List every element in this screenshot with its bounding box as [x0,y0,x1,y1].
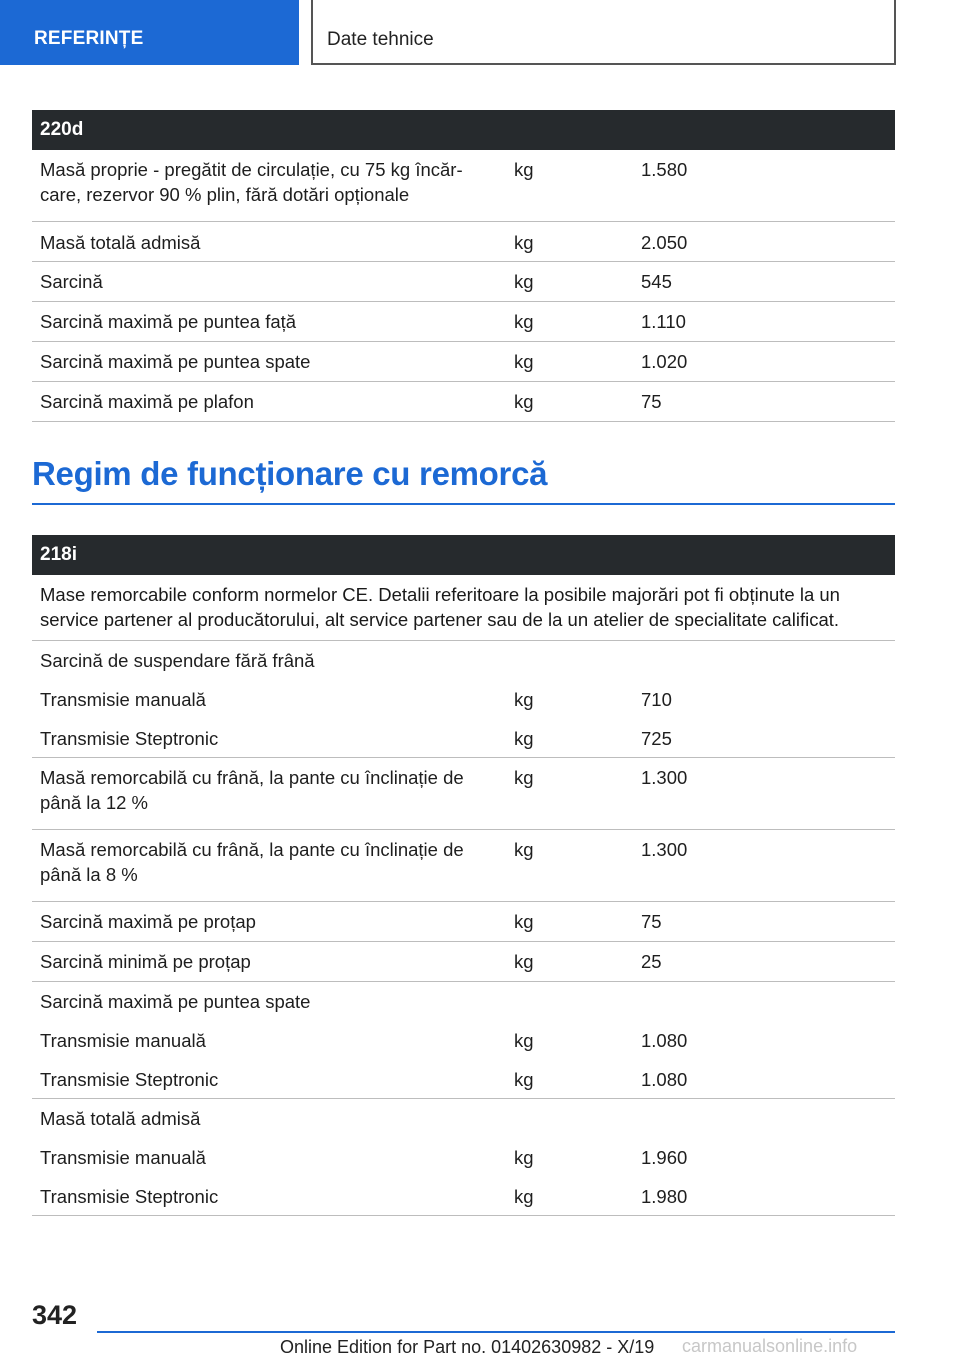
row-unit: kg [514,351,534,372]
row-label: Sarcină maximă pe proțap [40,911,256,932]
table-218i [32,535,895,1216]
row-label: Masă proprie - pregătit de circulație, cu 75 kg încăr-care, rezervor 90 % plin, fără dotări opționale [40,159,463,205]
group-label-row [32,1106,895,1131]
row-unit: kg [514,159,534,180]
row-value: 1.300 [641,839,688,860]
row-value: 2.050 [641,232,688,253]
table-row [32,726,895,751]
row-label: Masă remorcabilă cu frână, la pante cu înclinație de până la 8 % [40,839,464,885]
group-label-row [32,989,895,1014]
group-label-row [32,648,895,673]
table-row [32,1145,895,1170]
table-row [32,1028,895,1053]
row-unit: kg [514,839,534,860]
row-value: 1.980 [641,1186,688,1207]
row-value: 545 [641,271,672,292]
group-label: Sarcină maximă pe puntea spate [40,991,311,1012]
page-number: 342 [32,1300,78,1330]
row-unit: kg [514,767,534,788]
table-220d [32,110,895,422]
row-value: 725 [641,728,672,749]
edition-text: Online Edition for Part no. 01402630982 - X/19 [280,1337,655,1357]
row-value: 1.110 [641,311,686,332]
table-row [32,222,895,262]
row-label: Transmisie manuală [40,689,206,710]
row-unit: kg [514,232,534,253]
section-tab[interactable]: REFERINȚE [0,0,299,65]
row-label: Sarcină maximă pe plafon [40,391,254,412]
watermark: carmanualsonline.info [682,1336,858,1356]
group-label: Masă totală admisă [40,1108,201,1129]
row-value: 710 [641,689,672,710]
table-header: 218i [32,535,895,575]
row-label: Transmisie manuală [40,1030,206,1051]
row-label: Transmisie Steptronic [40,1186,219,1207]
row-unit: kg [514,1069,534,1090]
table-row [32,942,895,982]
row-value: 1.580 [641,159,688,180]
row-value: 1.300 [641,767,688,788]
table-row [32,830,895,902]
row-label: Transmisie Steptronic [40,1069,219,1090]
table-row [32,1184,895,1209]
row-label: Sarcină minimă pe proțap [40,951,251,972]
row-unit: kg [514,391,534,412]
table-row [32,758,895,830]
table-row [32,382,895,422]
table-row [32,902,895,942]
table-group [32,1099,895,1216]
table-row [32,150,895,222]
table-row [32,262,895,302]
row-unit: kg [514,728,534,749]
table-row [32,687,895,712]
row-label: Sarcină maximă pe puntea față [40,311,297,332]
chapter-title: Date tehnice [311,0,896,65]
row-value: 75 [641,391,662,412]
table-row [32,1067,895,1092]
table-group [32,641,895,758]
row-label: Sarcină [40,271,103,292]
row-unit: kg [514,1186,534,1207]
table-header: 220d [32,110,895,150]
row-unit: kg [514,271,534,292]
table-row [32,302,895,342]
row-value: 1.080 [641,1069,688,1090]
row-value: 1.020 [641,351,688,372]
section-heading: Regim de funcționare cu remorcă [32,455,895,505]
row-label: Sarcină maximă pe puntea spate [40,351,311,372]
row-unit: kg [514,1147,534,1168]
row-label: Transmisie manuală [40,1147,206,1168]
row-unit: kg [514,689,534,710]
row-label: Transmisie Steptronic [40,728,219,749]
group-label: Sarcină de suspendare fără frână [40,650,315,671]
table-row [32,342,895,382]
row-unit: kg [514,951,534,972]
row-label: Masă totală admisă [40,232,201,253]
row-value: 1.080 [641,1030,688,1051]
row-value: 25 [641,951,662,972]
row-unit: kg [514,911,534,932]
table-group [32,982,895,1099]
row-unit: kg [514,311,534,332]
row-label: Masă remorcabilă cu frână, la pante cu înclinație de până la 12 % [40,767,464,813]
row-value: 1.960 [641,1147,688,1168]
table-note: Mase remorcabile conform normelor CE. Detalii referitoare la posibile majorări pot fi obținute la un service partener al producătorului, alt service partener sau de la un atelier de specialitate calificat. [32,575,895,641]
footer-divider [97,1331,895,1333]
row-value: 75 [641,911,662,932]
row-unit: kg [514,1030,534,1051]
